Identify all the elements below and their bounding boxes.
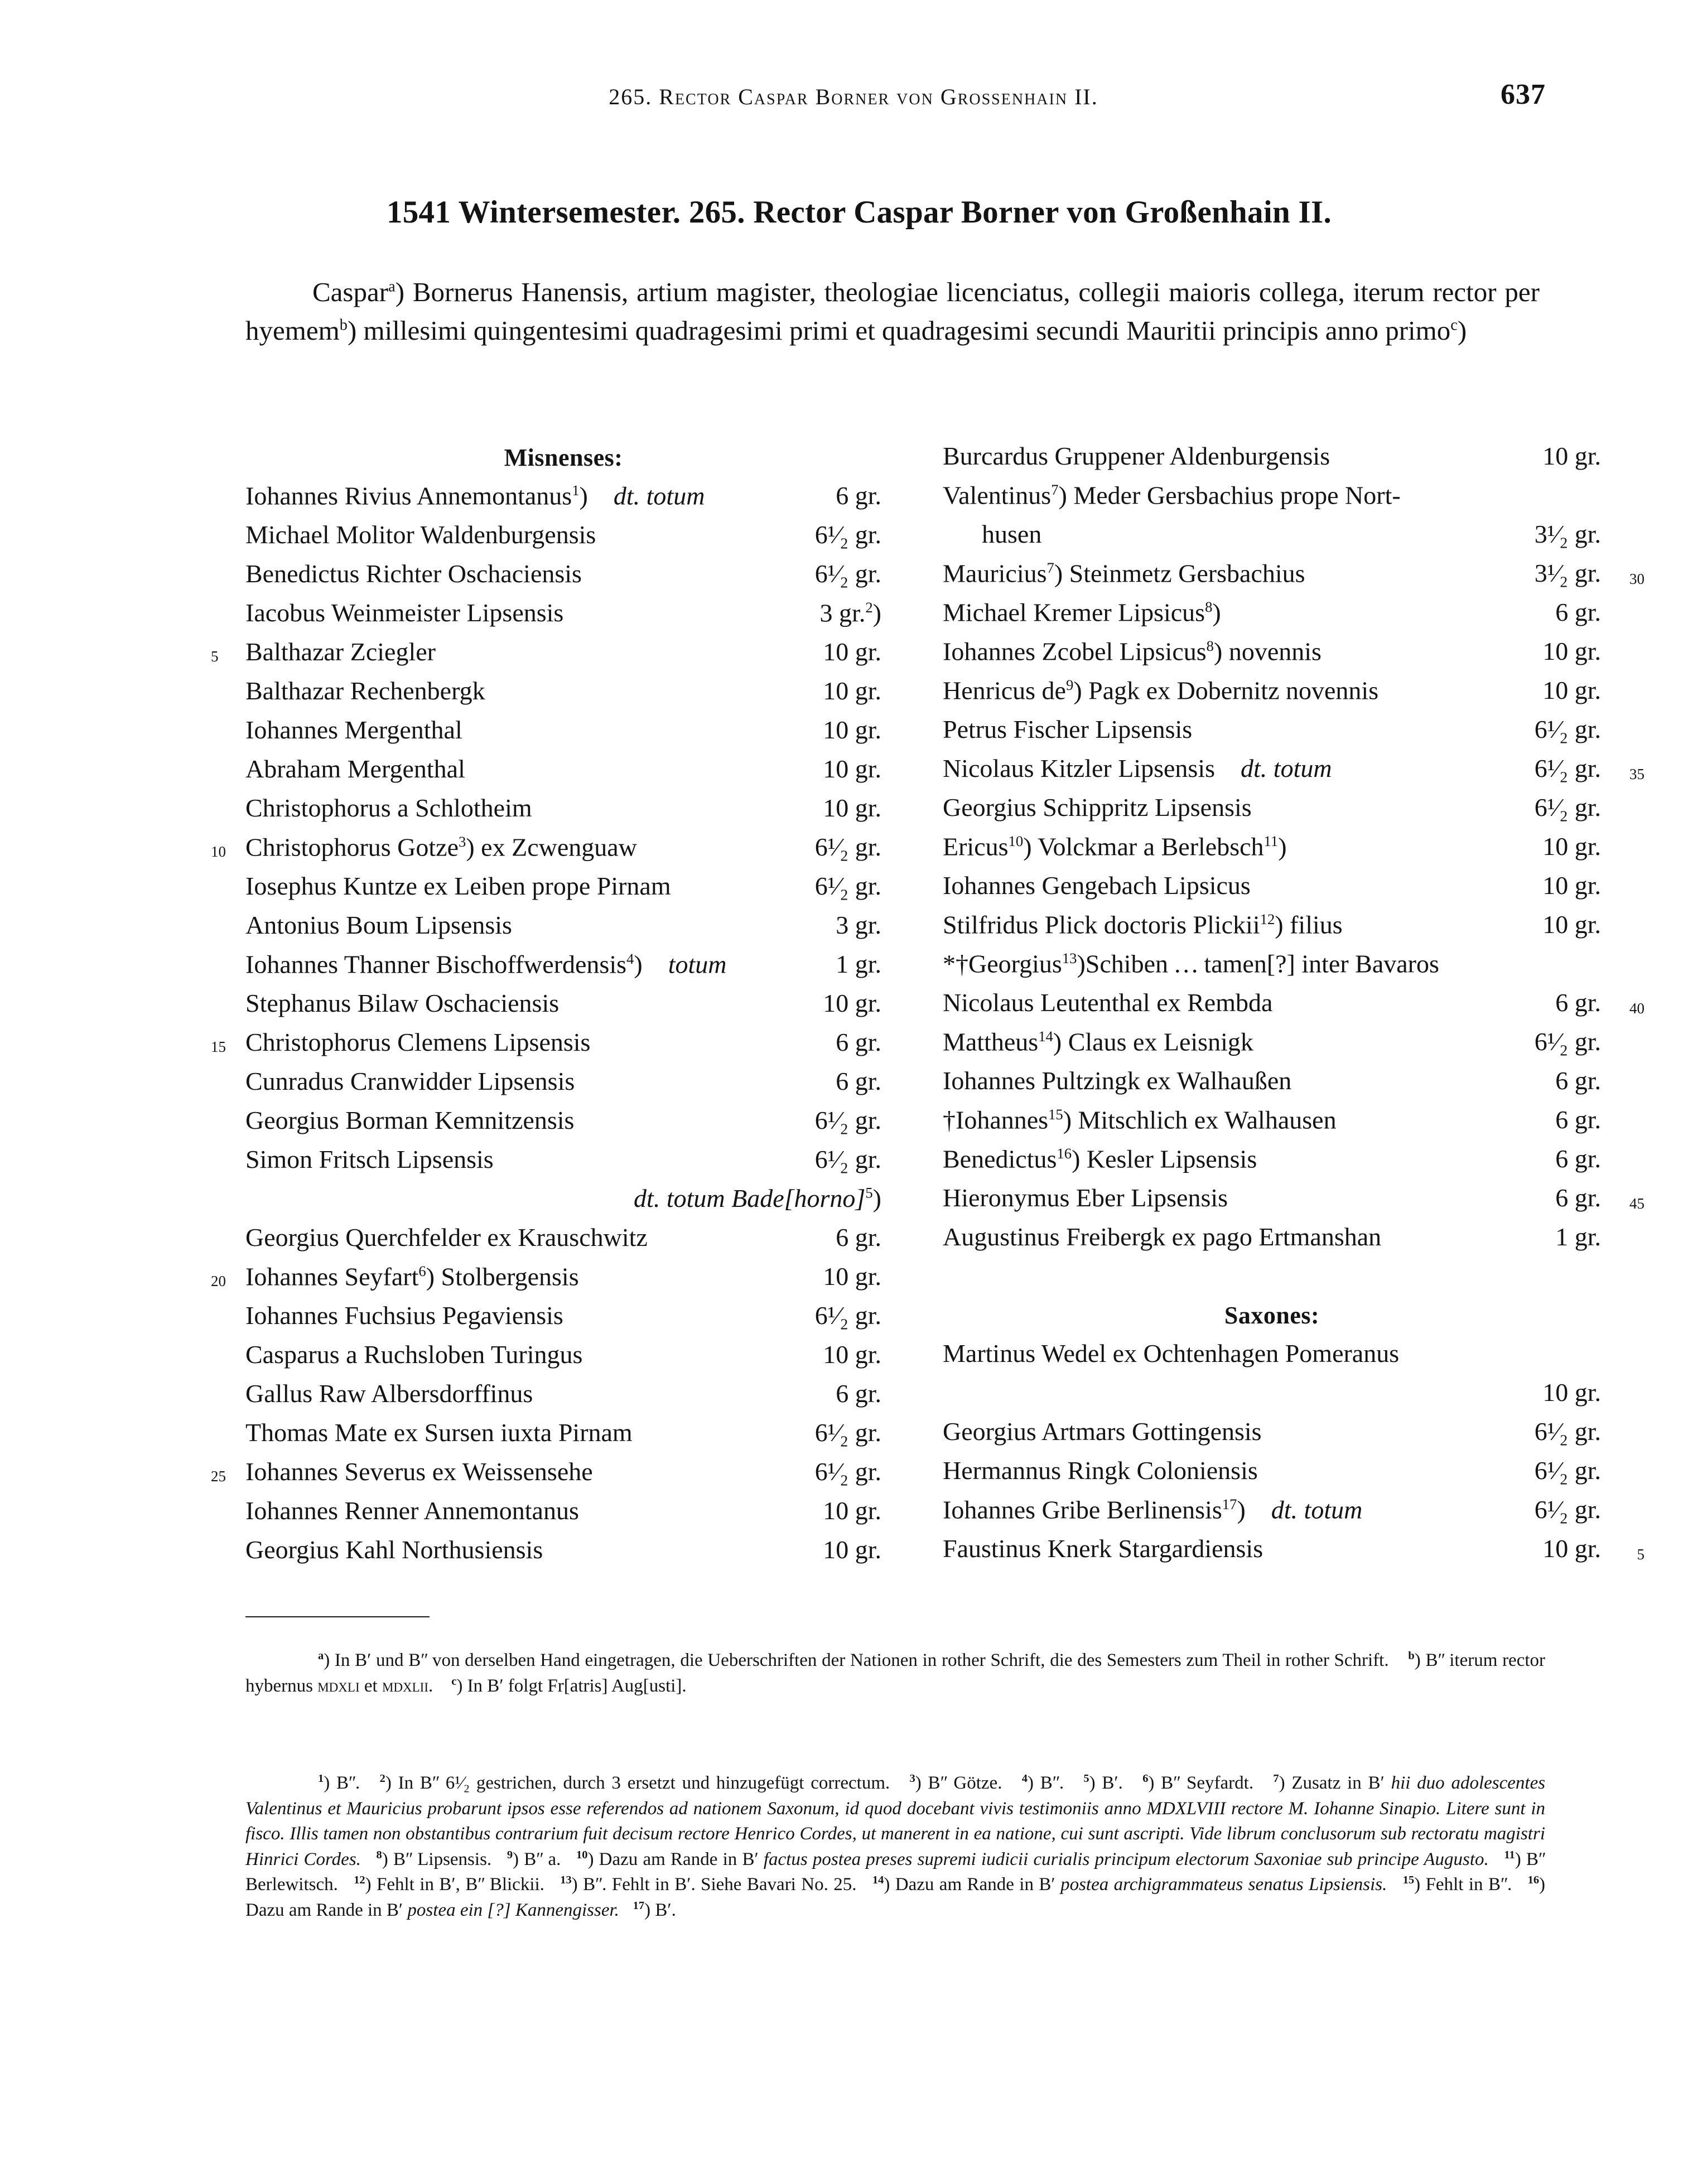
entry-name: Iohannes Thanner Bischoffwerdensis$^4$) totum xyxy=(245,950,727,979)
entry-note: dt. totum Bade[horno]$^5$) xyxy=(634,1184,881,1213)
entry-amount: 10 gr. xyxy=(1542,871,1601,900)
entry-amount: 10 gr. xyxy=(1542,1378,1601,1407)
footnote-text-16-roman: ) Dazu am Rande in Bʹ xyxy=(245,1874,1546,1920)
entry-name: Gallus Raw Albersdorffinus xyxy=(245,1379,533,1408)
entry-amount: 6¹⁄₂ gr. xyxy=(814,520,881,549)
entry-amount: 3¹⁄₂ gr. xyxy=(1534,520,1601,548)
footnote-marker-1: 1 xyxy=(318,1772,324,1785)
entry-amount: 6¹⁄₂ gr. xyxy=(1534,1027,1601,1056)
footnotes-numbered xyxy=(245,1771,1545,1923)
entry-name: Burcardus Gruppener Aldenburgensis xyxy=(943,442,1330,470)
entry-name: Nicolaus Kitzler Lipsensis dt. totum xyxy=(943,754,1332,782)
register-entry xyxy=(943,1534,1644,1575)
column-left xyxy=(211,443,881,1576)
entry-amount: 1 gr. xyxy=(1555,1223,1601,1251)
footnote-text-8: ) Bʺ Lipsensis. xyxy=(382,1849,492,1869)
footnote-text-15: ) Fehlt in Bʺ. xyxy=(1414,1874,1512,1895)
entry-name: Faustinus Knerk Stargardiensis xyxy=(943,1534,1263,1563)
register-entry xyxy=(245,483,881,522)
register-entry xyxy=(943,1497,1601,1536)
intro-marker-c: c xyxy=(1450,316,1458,334)
entry-name: Georgius Artmars Gottingensis xyxy=(943,1417,1262,1446)
register-entry xyxy=(943,482,1601,521)
footnote-marker-7: 7 xyxy=(1273,1772,1279,1785)
entry-amount: 6 gr. xyxy=(1555,1105,1601,1134)
register-entry xyxy=(245,1537,881,1576)
footnote-marker-6: 6 xyxy=(1142,1772,1149,1785)
line-number: 10 xyxy=(211,843,226,860)
footnote-marker-15: 15 xyxy=(1402,1874,1415,1887)
footnote-ref: 10 xyxy=(1008,833,1024,849)
footnote-text-10-italic: factus postea preses supremi iudicii curialis principum electorum Saxoniae sub principe Augusto. xyxy=(763,1849,1489,1869)
register-entry xyxy=(943,1341,1601,1380)
footnote-marker-b: b xyxy=(1408,1650,1415,1662)
footnote-marker-3: 3 xyxy=(909,1772,915,1785)
footnote-ref: 17 xyxy=(1222,1496,1237,1513)
entry-amount: 10 gr. xyxy=(1542,910,1601,939)
entry-name: Stephanus Bilaw Oschaciensis xyxy=(245,989,560,1017)
line-number: 20 xyxy=(211,1273,226,1289)
entry-amount: 10 gr. xyxy=(823,1262,881,1291)
entry-name: Iohannes Zcobel Lipsicus$^8$) novennis xyxy=(943,637,1322,666)
line-number: 5 xyxy=(1637,1546,1644,1563)
entry-amount: 6¹⁄₂ gr. xyxy=(1534,715,1601,743)
entry-amount: 6¹⁄₂ gr. xyxy=(814,833,881,862)
footnote-ref: 9 xyxy=(1065,677,1074,693)
entry-name: Georgius Schippritz Lipsensis xyxy=(943,793,1252,822)
footnote-ref: 2 xyxy=(865,599,873,616)
entry-name: Christophorus Clemens Lipsensis xyxy=(245,1028,591,1056)
intro-text-1: Caspar xyxy=(312,277,389,307)
line-number: 35 xyxy=(1629,766,1644,782)
entry-name: †Iohannes$^{15}$) Mitschlich ex Walhausen xyxy=(943,1105,1337,1134)
footnote-text-17: ) Bʹ. xyxy=(644,1900,676,1920)
entry-amount: 6¹⁄₂ gr. xyxy=(1534,1417,1601,1446)
line-number: 45 xyxy=(1629,1195,1644,1212)
footnote-marker-c: c xyxy=(451,1675,457,1688)
register-entry xyxy=(245,1303,881,1342)
register-entry xyxy=(245,1069,881,1108)
footnote-text-11: ) Bʺ Berlewitsch. xyxy=(245,1849,1545,1895)
entry-amount: 10 gr. xyxy=(823,989,881,1017)
register-entry xyxy=(943,1224,1601,1263)
intro-marker-b: b xyxy=(339,316,348,334)
entry-amount: 10 gr. xyxy=(823,794,881,822)
entry-name: Iacobus Weinmeister Lipsensis xyxy=(245,598,564,627)
entry-name: Mauricius$^7$) Steinmetz Gersbachius xyxy=(943,559,1305,588)
footnote-text-14-italic: postea archigrammateus senatus Lipsiensis. xyxy=(1060,1874,1387,1895)
line-number: 15 xyxy=(211,1038,226,1055)
entry-name: Georgius Borman Kemnitzensis xyxy=(245,1106,575,1134)
footnote-ref: 8 xyxy=(1205,598,1213,615)
register-entry xyxy=(245,1498,881,1537)
footnote-text-1: ) Bʺ. xyxy=(324,1773,360,1793)
intro-text-4: ) xyxy=(1457,315,1467,346)
entry-amount: 10 gr. xyxy=(823,1496,881,1525)
register-entry xyxy=(245,1225,881,1264)
footnote-marker-4: 4 xyxy=(1021,1772,1028,1785)
register-entry xyxy=(943,1419,1601,1458)
running-head: 265. Rector Caspar Borner von Grossenhain II. xyxy=(609,84,1098,109)
entry-name: Balthazar Rechenbergk xyxy=(245,677,485,705)
footnote-ref: 7 xyxy=(1046,559,1054,576)
entry-name: Balthazar Zciegler xyxy=(245,637,436,666)
entry-name: Henricus $de^9$) Pagk ex Dobernitz novennis xyxy=(943,676,1379,705)
entry-name: Iohannes Seyfart$^6$) Stolbergensis xyxy=(245,1262,579,1291)
entry-amount: 6 gr. xyxy=(1555,598,1601,627)
entry-name: Nicolaus Leutenthal ex Rembda xyxy=(943,988,1273,1017)
register-entry xyxy=(943,795,1601,834)
entry-name: Iohannes Gribe Berlinensis$^{17}$) dt. totum xyxy=(943,1495,1363,1524)
entry-amount: 10 gr. xyxy=(1542,676,1601,705)
entry-amount: 10 gr. xyxy=(1542,442,1601,470)
entry-name: Hermannus Ringk Coloniensis xyxy=(943,1456,1258,1485)
footnote-marker-2: 2 xyxy=(379,1772,385,1785)
entry-amount: 6¹⁄₂ gr. xyxy=(814,1145,881,1173)
footnote-text-b1: ) Bʺ iterum rector hybernus xyxy=(245,1650,1546,1696)
entry-amount: 10 gr. xyxy=(823,755,881,783)
register-entry xyxy=(943,912,1601,951)
entry-amount: 6¹⁄₂ gr. xyxy=(814,1418,881,1447)
register-entry xyxy=(245,951,881,990)
register-entry xyxy=(245,756,881,795)
entry-amount: 10 gr. xyxy=(823,716,881,744)
footnote-text-13: ) Bʺ. Fehlt in Bʹ. Siehe Bavari No. 25. xyxy=(571,1874,857,1895)
footnote-text-12: ) Fehlt in Bʹ, Bʺ Blickii. xyxy=(365,1874,544,1895)
footnote-text-14-roman: ) Dazu am Rande in Bʹ xyxy=(884,1874,1061,1895)
register-entry xyxy=(245,1186,881,1225)
footnote-ref: 12 xyxy=(1260,911,1275,927)
footnote-text-16-italic: postea ein [?] Kannengisser. xyxy=(407,1900,619,1920)
entry-amount: 6 gr. xyxy=(836,1379,881,1408)
register-entry xyxy=(245,873,881,912)
entry-name: Hieronymus Eber Lipsensis xyxy=(943,1183,1228,1212)
entry-amount: 10 gr. xyxy=(823,1535,881,1564)
register-entry xyxy=(943,988,1644,1029)
entry-name: Valentinus$^7$) Meder Gersbachius prope Nort- xyxy=(943,481,1401,510)
register-entry xyxy=(211,1457,881,1498)
register-entry xyxy=(943,873,1601,912)
footnote-marker-12: 12 xyxy=(354,1874,365,1887)
intro-text-3: ) millesimi quingentesimi quadragesimi primi et quadragesimi secundi Mauritii principis anno primo xyxy=(347,315,1451,346)
footnote-marker-8: 8 xyxy=(376,1848,382,1861)
register-entry xyxy=(943,521,1601,561)
entry-amount: 6¹⁄₂ gr. xyxy=(814,1301,881,1330)
entry-name: Benedictus$^{16}$) Kesler Lipsensis xyxy=(943,1144,1257,1173)
intro-text-2: ) Bornerus Hanensis, artium magister, theologiae licenciatus, collegii maioris collega, iterum rector per hyemem xyxy=(245,277,1540,346)
entry-name: Antonius Boum Lipsensis xyxy=(245,911,512,939)
entry-amount: 6¹⁄₂ gr. xyxy=(1534,754,1601,782)
footnote-marker-17: 17 xyxy=(633,1899,645,1912)
footnote-ref: 1 xyxy=(572,482,580,499)
entry-amount: 10 gr. xyxy=(1542,637,1601,666)
footnote-ref: 11 xyxy=(1263,833,1279,849)
entry-amount: 10 gr. xyxy=(823,637,881,666)
entry-amount: 6¹⁄₂ gr. xyxy=(1534,1456,1601,1485)
entry-list-right xyxy=(943,442,1644,1263)
line-number: 5 xyxy=(211,648,219,665)
footnote-text-4: ) Bʺ. xyxy=(1028,1773,1064,1793)
entry-amount: 1 gr. xyxy=(836,950,881,979)
footnote-marker-11: 11 xyxy=(1504,1848,1515,1861)
entry-amount: 3 gr.$^2$) xyxy=(819,598,881,627)
footnote-text-6: ) Bʺ Seyfardt. xyxy=(1148,1773,1254,1793)
entry-name: Stilfridus Plick doctoris Plickii$^{12}$) filius xyxy=(943,910,1343,939)
footnote-text-9: ) Bʺ a. xyxy=(513,1849,561,1869)
entry-amount: 6 gr. xyxy=(836,1028,881,1056)
footnote-ref: 16 xyxy=(1057,1145,1072,1162)
entry-amount: 3 gr. xyxy=(836,911,881,939)
entry-name: Iohannes Pultzingk ex Walhaußen xyxy=(943,1066,1292,1095)
register-entry xyxy=(943,1107,1601,1146)
entry-amount: 6¹⁄₂ gr. xyxy=(1534,1495,1601,1524)
entry-amount: 6 gr. xyxy=(1555,988,1601,1017)
nation-heading-misnenses: Misnenses: xyxy=(504,444,623,471)
footnote-text-7-roman: ) Zusatz in Bʹ xyxy=(1279,1773,1391,1793)
entry-name: Abraham Mergenthal xyxy=(245,755,465,783)
nation-heading-saxones: Saxones: xyxy=(1224,1302,1320,1329)
footnote-marker-16: 16 xyxy=(1527,1874,1540,1887)
entry-name: Simon Fritsch Lipsensis xyxy=(245,1145,494,1173)
entry-name: Christophorus Gotze$^3$) ex Zcwenguaw xyxy=(245,833,637,862)
register-entry xyxy=(943,1458,1601,1497)
register-entry xyxy=(943,717,1601,756)
register-entry xyxy=(943,1146,1601,1185)
register-entry xyxy=(245,912,881,951)
entry-name: Cunradus Cranwidder Lipsensis xyxy=(245,1067,575,1095)
register-entry xyxy=(245,1147,881,1186)
footnote-marker-14: 14 xyxy=(872,1874,884,1887)
register-entry xyxy=(943,443,1601,482)
entry-amount: 10 gr. xyxy=(823,1340,881,1369)
column-right xyxy=(943,442,1644,1575)
entry-name: Georgius Querchfelder ex Krauschwitz xyxy=(245,1223,648,1252)
line-number: 40 xyxy=(1629,1000,1644,1017)
footnote-text-3: ) Bʺ Götze. xyxy=(915,1773,1002,1793)
entry-name: Iohannes Renner Annemontanus xyxy=(245,1496,579,1525)
entry-note: dt. totum xyxy=(1215,754,1332,782)
footnote-ref: 4 xyxy=(626,950,634,967)
entry-amount: 6¹⁄₂ gr. xyxy=(814,559,881,588)
entry-name: Iohannes Severus ex Weissensehe xyxy=(245,1457,593,1486)
entry-name: Michael Kremer Lipsicus$^8$) xyxy=(943,598,1221,627)
entry-note: dt. totum xyxy=(587,481,705,510)
register-entry xyxy=(245,1108,881,1147)
entry-amount: 6 gr. xyxy=(836,481,881,510)
entry-note: dt. totum xyxy=(1245,1495,1363,1524)
entry-amount: 6 gr. xyxy=(1555,1066,1601,1095)
entry-amount: 6 gr. xyxy=(1555,1183,1601,1212)
register-columns xyxy=(0,442,1688,1564)
line-number: 25 xyxy=(211,1468,226,1485)
footnote-text-2: ) In Bʺ 6¹⁄₂ gestrichen, durch 3 ersetzt und hinzugefügt correctum. xyxy=(385,1773,890,1793)
register-entry xyxy=(943,600,1601,639)
register-entry xyxy=(245,522,881,561)
entry-name: Michael Molitor Waldenburgensis xyxy=(245,520,596,549)
entry-name: Martinus Wedel ex Ochtenhagen Pomeranus xyxy=(943,1339,1400,1368)
footnote-text-b2: et xyxy=(359,1675,382,1696)
footnote-ref: 15 xyxy=(1048,1106,1063,1123)
entry-list-left xyxy=(211,481,881,1576)
page-title: 1541 Wintersemester. 265. Rector Caspar Borner von Großenhain II. xyxy=(386,195,1332,230)
footnote-ref: 5 xyxy=(865,1185,873,1201)
entry-name: Iohannes Gengebach Lipsicus xyxy=(943,871,1251,900)
entry-name: Christophorus a Schlotheim xyxy=(245,794,532,822)
entry-amount: 10 gr. xyxy=(1542,1534,1601,1563)
entry-name: Iohannes Fuchsius Pegaviensis xyxy=(245,1301,563,1330)
entry-name: Augustinus Freibergk ex pago Ertmanshan xyxy=(943,1223,1382,1251)
footnote-text-7-italic: hii duo adolescentes Valentinus et Mauricius probarunt ipsos esse referendos ad nationem Saxonum, id quod docebant vivis testimoniis anno MDXLVIII rectore M. Iohanne Sinapio. Litere sunt in fisco. Illis tamen non obstantibus contrarium fuit decisum rectore Henrico Cordes, ut manerent in ea natione, cui sunt ascripti. Vide librum conclusorum sub rectoratu magistri Hinrici Cordes. xyxy=(245,1773,1546,1869)
footnote-ref: 6 xyxy=(418,1263,426,1279)
entry-name: Iohannes Rivius Annemontanus$^1$) dt. totum xyxy=(245,481,705,510)
entry-amount: 6¹⁄₂ gr. xyxy=(814,1106,881,1134)
entry-amount: 6¹⁄₂ gr. xyxy=(1534,793,1601,822)
register-entry xyxy=(211,1262,881,1303)
register-entry xyxy=(943,639,1601,678)
footnote-marker-13: 13 xyxy=(560,1874,572,1887)
entry-name: Mattheus$^{14}$) Claus ex Leisnigk xyxy=(943,1027,1253,1056)
footnote-text-c: ) In Bʹ folgt Fr[atris] Aug[usti]. xyxy=(456,1675,687,1696)
line-number: 30 xyxy=(1629,571,1644,587)
register-entry xyxy=(245,678,881,717)
register-entry xyxy=(943,834,1601,873)
footnote-ref: 8 xyxy=(1206,637,1214,654)
footnote-divider xyxy=(245,1616,430,1617)
entry-amount: 10 gr. xyxy=(1542,832,1601,861)
entry-amount: 3¹⁄₂ gr. xyxy=(1534,559,1601,588)
register-entry xyxy=(245,795,881,834)
entry-amount: 6 gr. xyxy=(836,1067,881,1095)
footnote-marker-a: a xyxy=(318,1650,324,1662)
footnote-text-a: ) In Bʹ und Bʺ von derselben Hand eingetragen, die Ueberschriften der Nationen in rother Schrift, die des Semesters zum Theil in rother Schrift. xyxy=(324,1650,1389,1670)
entry-name: Iohannes Mergenthal xyxy=(245,716,462,744)
register-entry xyxy=(245,1420,881,1459)
register-entry xyxy=(943,1183,1644,1224)
entry-name: husen xyxy=(982,520,1042,548)
register-entry xyxy=(943,1380,1601,1419)
entry-list-right-saxones xyxy=(943,1339,1644,1575)
entry-name: Ericus$^{10}$) Volckmar a Berlebsch$^{11}$) xyxy=(943,832,1287,861)
entry-name: Benedictus Richter Oschaciensis xyxy=(245,559,582,588)
entry-amount: 10 gr. xyxy=(823,677,881,705)
footnote-text-b3: . xyxy=(428,1675,433,1696)
footnote-ref: 13 xyxy=(1062,950,1077,967)
register-entry xyxy=(943,754,1644,795)
entry-amount: 6¹⁄₂ gr. xyxy=(814,1457,881,1486)
footnote-marker-9: 9 xyxy=(507,1848,513,1861)
intro-paragraph xyxy=(245,273,1540,350)
entry-amount: 6¹⁄₂ gr. xyxy=(814,872,881,900)
footnote-ref: 7 xyxy=(1051,481,1059,498)
footnote-roman-b2: mdxlii xyxy=(382,1675,428,1696)
footnote-marker-5: 5 xyxy=(1083,1772,1089,1785)
footnotes-alpha xyxy=(245,1648,1545,1699)
footnote-text-10-roman: ) Dazu am Rande in Bʹ xyxy=(587,1849,764,1869)
register-entry xyxy=(245,1381,881,1420)
footnote-marker-10: 10 xyxy=(576,1848,588,1861)
register-entry xyxy=(245,1342,881,1381)
register-entry xyxy=(245,990,881,1030)
intro-marker-a: a xyxy=(388,278,396,296)
entry-amount: 6 gr. xyxy=(1555,1144,1601,1173)
register-entry xyxy=(245,561,881,600)
footnote-text-5: ) Bʹ. xyxy=(1089,1773,1123,1793)
entry-name: Thomas Mate ex Sursen iuxta Pirnam xyxy=(245,1418,633,1447)
entry-name: *†Georgius$^{13}$)Schiben … tamen[?] inter Bavaros xyxy=(943,949,1439,978)
page-number: 637 xyxy=(1501,79,1546,110)
entry-name: Iosephus Kuntze ex Leiben prope Pirnam xyxy=(245,872,671,900)
entry-name: Petrus Fischer Lipsensis xyxy=(943,715,1193,743)
footnote-ref: 14 xyxy=(1038,1028,1053,1045)
register-entry xyxy=(245,600,881,639)
register-entry xyxy=(211,1028,881,1069)
entry-note: totum xyxy=(642,950,727,979)
register-entry xyxy=(943,559,1644,600)
footnote-ref: 3 xyxy=(459,833,466,850)
register-entry xyxy=(943,951,1601,990)
register-entry xyxy=(943,1068,1601,1107)
footnote-roman-b1: mdxli xyxy=(317,1675,360,1696)
entry-name: Casparus a Ruchsloben Turingus xyxy=(245,1340,583,1369)
register-entry xyxy=(211,637,881,678)
entry-amount: 6 gr. xyxy=(836,1223,881,1252)
register-entry xyxy=(943,678,1601,717)
entry-name: Georgius Kahl Northusiensis xyxy=(245,1535,543,1564)
register-entry xyxy=(943,1029,1601,1068)
register-entry xyxy=(211,833,881,873)
register-entry xyxy=(245,717,881,756)
